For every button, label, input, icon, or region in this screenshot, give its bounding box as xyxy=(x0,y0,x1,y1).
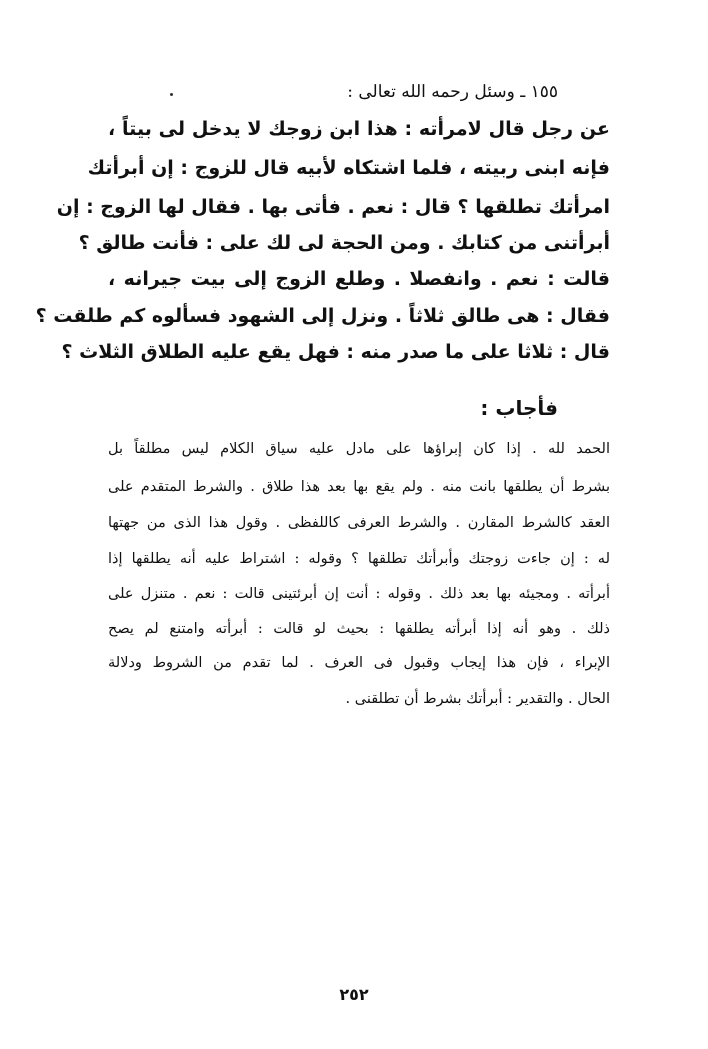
question-header: ١٥٥ ـ وسئل رحمه الله تعالى : xyxy=(347,82,558,102)
answer-line: الحمد لله . إذا كان إبراؤها على مادل عليه سياق الكلام ليس مطلقاً بل xyxy=(108,441,610,457)
question-line: أبرأتنى من كتابك . ومن الحجة لى لك على : فأنت طالق ؟ xyxy=(78,232,610,254)
question-line: فقال : هى طالق ثلاثاً . ونزل إلى الشهود فسألوه كم طلقت ؟ xyxy=(35,305,610,327)
answer-line: ذلك . وهو أنه إذا أبرأته يطلقها : بحيث لو قالت : أبرأته وامتنع لم يصح xyxy=(108,621,610,637)
answer-line: الحال . والتقدير : أبرأتك بشرط أن تطلقنى . xyxy=(345,691,610,707)
answer-line: أبرأته . ومجيئه بها بعد ذلك . وقوله : أنت إن أبرئتينى قالت : نعم . متنزل على xyxy=(108,586,610,602)
question-line: عن رجل قال لامرأته : هذا ابن زوجك لا يدخل لى بيتاً ، xyxy=(108,118,610,140)
answer-heading: فأجاب : xyxy=(480,396,558,420)
question-line: قال : ثلاثا على ما صدر منه : فهل يقع عليه الطلاق الثلاث ؟ xyxy=(61,341,610,363)
answer-line: العقد كالشرط المقارن . والشرط العرفى كاللفظى . وقول هذا الذى من جهتها xyxy=(108,515,610,531)
answer-line: الإبراء ، فإن هذا إيجاب وقبول فى العرف . لما تقدم من الشروط ودلالة xyxy=(108,655,610,671)
page-number: ٢٥٢ xyxy=(339,985,369,1004)
answer-line: بشرط أن يطلقها بانت منه . ولم يقع بها بعد هذا طلاق . والشرط المتقدم على xyxy=(108,479,610,495)
question-line: فإنه ابنى ربيته ، فلما اشتكاه لأبيه قال للزوج : إن أبرأتك xyxy=(87,157,610,179)
question-line: قالت : نعم . وانفصلا . وطلع الزوج إلى بيت جيرانه ، xyxy=(108,268,610,290)
answer-line: له : إن جاءت زوجتك وأبرأتك تطلقها ؟ وقوله : اشتراط عليه أنه يطلقها إذا xyxy=(108,551,610,567)
stray-dot xyxy=(170,93,173,96)
question-line: امرأتك تطلقها ؟ قال : نعم . فأتى بها . فقال لها الزوج : إن xyxy=(56,196,610,218)
